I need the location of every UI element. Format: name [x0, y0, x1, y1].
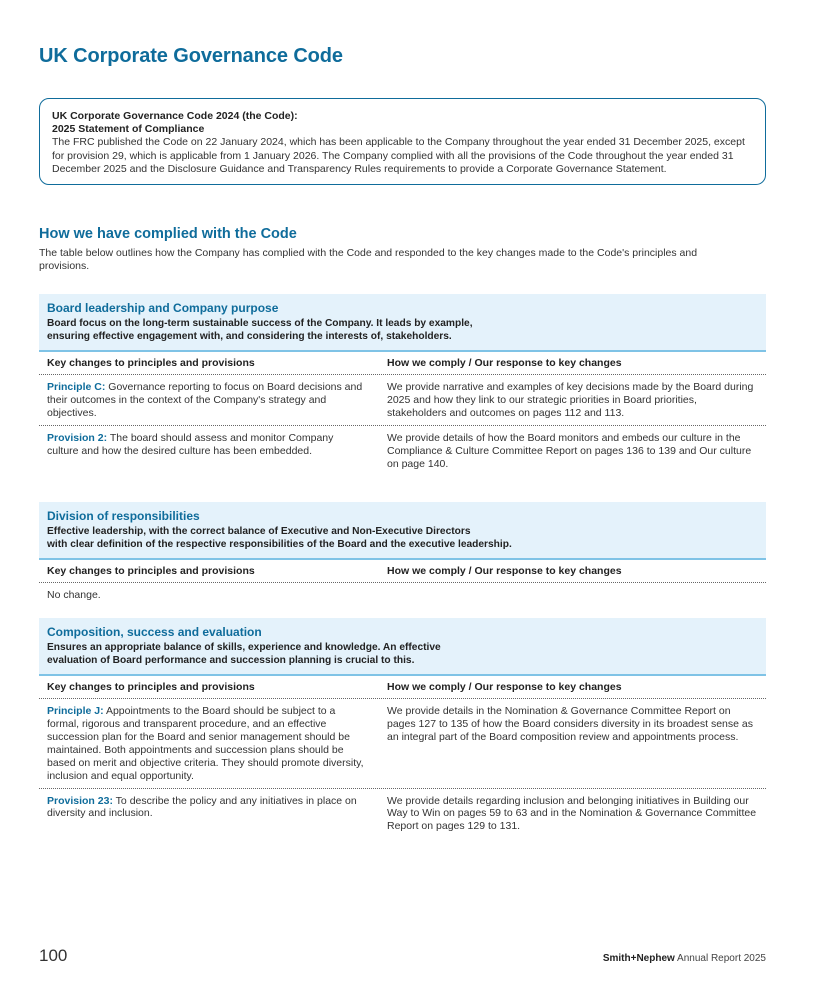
header-right: How we comply / Our response to key changes [387, 681, 622, 694]
row-left-text: Governance reporting to focus on Board decisions and their outcomes in the context of the Company's strategy and objectives. [47, 381, 363, 419]
section-desc-line2: ensuring effective engagement with, and considering the interests of, stakeholders. [47, 330, 452, 342]
table-row [39, 583, 766, 607]
section-board-leadership [39, 294, 766, 476]
row-no-change: No change. [47, 589, 101, 602]
table-header-row [39, 560, 766, 583]
section-title: Division of responsibilities [47, 509, 200, 523]
row-right: We provide narrative and examples of key decisions made by the Board during 2025 and how they link to our strategic priorities in Board priorities, stakeholders and outcomes on pages 112 and 113. [387, 381, 754, 419]
section-desc-line1: Effective leadership, with the correct balance of Executive and Non-Executive Directors [47, 526, 471, 537]
header-left: Key changes to principles and provisions [47, 681, 255, 694]
section-header [39, 618, 766, 676]
section-desc-line1: Ensures an appropriate balance of skills, experience and knowledge. An effective [47, 642, 441, 653]
header-right: How we comply / Our response to key changes [387, 357, 622, 370]
page-number: 100 [39, 946, 68, 965]
table-row [39, 426, 766, 476]
statement-title-line2: 2025 Statement of Compliance [52, 123, 205, 136]
row-left-text: The board should assess and monitor Company culture and how the desired culture has been embedded. [47, 431, 334, 457]
table-row [39, 789, 766, 839]
section-desc-line1: Board focus on the long-term sustainable success of the Company. It leads by example, [47, 318, 473, 329]
statement-body: The FRC published the Code on 22 January 2024, which has been applicable to the Company throughout the year ended 31 December 2025, except for provision 29, which is applicable from 1 January 2026. The Company complied with all the provisions of the Code throughout the year ended 31 December 2025 and the Disclosure Guidance and Transparency Rules requirements to provide a Corporate Governance Statement. [52, 136, 745, 175]
row-lead: Provision 23: [47, 794, 113, 807]
header-left: Key changes to principles and provisions [47, 565, 255, 578]
section-title: Board leadership and Company purpose [47, 301, 279, 315]
table-header-row [39, 352, 766, 375]
compliance-heading: How we have complied with the Code [39, 226, 297, 242]
row-lead: Principle C: [47, 381, 106, 394]
row-left-text: To describe the policy and any initiatives in place on diversity and inclusion. [47, 794, 357, 820]
header-right: How we comply / Our response to key changes [387, 565, 622, 578]
statement-title-line1: UK Corporate Governance Code 2024 (the Code): [52, 110, 298, 122]
row-right: We provide details in the Nomination & Governance Committee Report on pages 127 to 135 of how the Board considers diversity in its broadest sense as an integral part of the Board composition review and appointments process. [387, 705, 753, 743]
section-division-of-responsibilities [39, 502, 766, 607]
row-left [47, 705, 387, 782]
table-row [39, 375, 766, 426]
section-header [39, 502, 766, 560]
section-title: Composition, success and evaluation [47, 625, 262, 639]
row-lead: Provision 2: [47, 431, 108, 444]
row-left [47, 381, 387, 420]
section-desc-line2: with clear definition of the respective responsibilities of the Board and the executive leadership. [47, 538, 512, 550]
table-header-row [39, 676, 766, 699]
section-composition-success-evaluation [39, 618, 766, 838]
row-left-text: Appointments to the Board should be subject to a formal, rigorous and transparent procedure, and an effective succession plan for the Board and senior management should be maintained. Both appointments and succession plans should be based on merit and objective criteria. They should promote diversity, inclusion and equal opportunity. [47, 705, 364, 782]
footer-text: Annual Report 2025 [674, 953, 766, 964]
row-right: We provide details of how the Board monitors and embeds our culture in the Compliance & Culture Committee Report on pages 136 to 139 and Our culture on page 140. [387, 431, 752, 470]
compliance-intro: The table below outlines how the Company has complied with the Code and responded to the key changes made to the Code's principles and provisions. [39, 247, 698, 272]
compliance-statement-box [39, 98, 766, 185]
section-desc-line2: evaluation of Board performance and succession planning is crucial to this. [47, 654, 415, 666]
footer [603, 953, 766, 964]
row-right: We provide details regarding inclusion and belonging initiatives in Building our Way to Win on pages 59 to 63 and in the Nomination & Governance Committee Report on pages 129 to 131. [387, 794, 757, 833]
table-row [39, 699, 766, 788]
header-left: Key changes to principles and provisions [47, 357, 255, 370]
row-lead: Principle J: [47, 705, 104, 718]
row-left [47, 795, 387, 834]
page-title: UK Corporate Governance Code [39, 45, 343, 67]
footer-brand: Smith+Nephew [602, 953, 675, 964]
section-header [39, 294, 766, 352]
row-left [47, 432, 387, 471]
